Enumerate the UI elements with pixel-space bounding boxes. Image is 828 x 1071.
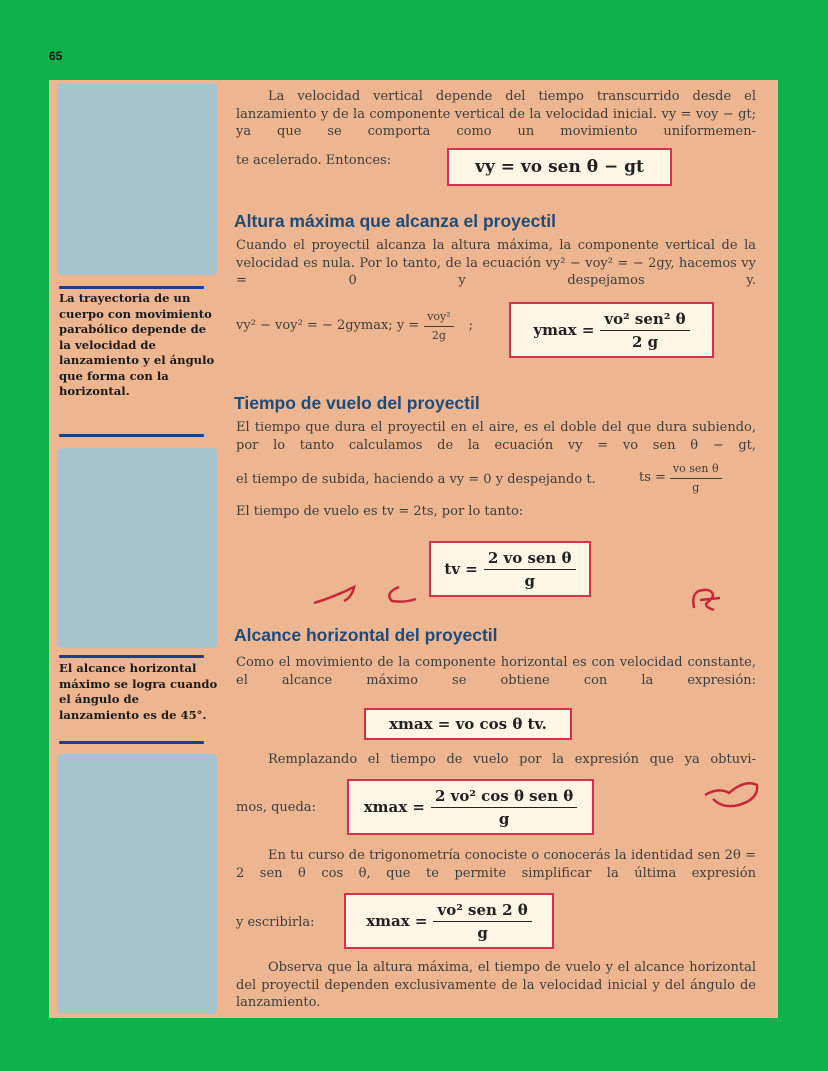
xmax-formula-2-lhs: xmax = (363, 798, 425, 816)
sidebar-note-range: El alcance horizontal máximo se logra cuando el ángulo de lanzamiento es de 45°. (59, 661, 218, 722)
altura-eq-numerator: voy² (424, 308, 453, 327)
ymax-formula-lhs: ymax = (533, 321, 595, 339)
alcance-paragraph-3: En tu curso de trigonometría conociste o conocerás la identidad sen 2θ = 2 sen θ cos θ, que te permite simplificar la última expresión (236, 848, 756, 881)
sidebar-rule (59, 655, 204, 658)
sidebar-image-3 (57, 754, 217, 1014)
ymax-formula-box (509, 302, 714, 358)
velocity-formula: vy = vo sen θ − gt (475, 157, 644, 177)
xmax-formula-3-denominator: g (477, 923, 488, 942)
tv-formula-fraction (484, 549, 576, 590)
tv-formula-denominator: g (524, 571, 535, 590)
ink-scribble-3 (699, 775, 769, 815)
heading-altura-maxima: Altura máxima que alcanza el proyectil (234, 211, 556, 231)
velocity-formula-box (447, 148, 672, 186)
ts-lhs: ts = (639, 470, 666, 486)
ts-equation (639, 460, 722, 496)
xmax-formula-3-lhs: xmax = (366, 912, 428, 930)
alcance-lead-2: mos, queda: (236, 800, 316, 815)
sidebar-note-trajectory: La trayectoria de un cuerpo con movimiento parabólico depende de la velocidad de lanzamiento y el ángulo que forma con la horizontal. (59, 291, 215, 398)
xmax-formula-3-numerator: vo² sen 2 θ (433, 901, 531, 922)
xmax-formula-1: xmax = vo cos θ tv. (389, 715, 547, 733)
alcance-lead-3: y escribirla: (236, 915, 315, 930)
altura-eq-denominator: 2g (431, 328, 446, 342)
page-number: 65 (49, 49, 63, 63)
xmax-formula-box-3 (344, 893, 554, 949)
tv-formula-box (429, 541, 591, 597)
ymax-formula-numerator: vo² sen² θ (600, 310, 689, 331)
tiempo-line-2: el tiempo de subida, haciendo a vy = 0 y despejando t. (236, 472, 596, 487)
sidebar-rule (59, 434, 204, 437)
xmax-formula-2-denominator: g (498, 809, 510, 828)
altura-equation (236, 308, 473, 344)
ink-scribble-2 (684, 580, 729, 620)
sidebar-rule (59, 286, 204, 289)
ts-numerator: vo sen θ (670, 460, 722, 479)
tv-formula-numerator: 2 vo sen θ (484, 549, 576, 570)
xmax-formula-box-1 (364, 708, 572, 740)
alcance-paragraph-2: Remplazando el tiempo de vuelo por la expresión que ya obtuvi- (268, 752, 756, 767)
altura-paragraph: Cuando el proyectil alcanza la altura máxima, la componente vertical de la velocidad es nula. Por lo tanto, de la ecuación vy² − voy² = − 2gy, hacemos vy = 0 y despejamos y. (236, 238, 756, 288)
altura-eq-fraction (424, 308, 453, 344)
sidebar-rule (59, 741, 204, 744)
textbook-page (49, 80, 778, 1018)
ymax-formula-denominator: 2 g (631, 332, 659, 351)
ts-denominator: g (692, 480, 700, 494)
ts-fraction (670, 460, 722, 496)
xmax-formula-3-fraction (433, 901, 531, 942)
altura-eq-separator: ; (468, 318, 474, 334)
sidebar-image-2 (57, 448, 217, 648)
xmax-formula-2-numerator: 2 vo² cos θ sen θ (431, 787, 577, 808)
intro-lead: te acelerado. Entonces: (236, 153, 392, 168)
tiempo-line-3: El tiempo de vuelo es tv = 2ts, por lo tanto: (236, 504, 524, 519)
xmax-formula-2-fraction (431, 787, 577, 828)
conclusion-paragraph: Observa que la altura máxima, el tiempo de vuelo y el alcance horizontal del proyectil dependen exclusivamente de la velocidad inicial y del ángulo de lanzamiento. (236, 960, 756, 1010)
ink-scribble-1 (304, 575, 424, 615)
ymax-formula-fraction (600, 310, 689, 351)
sidebar-image-1 (57, 83, 217, 275)
heading-tiempo-vuelo: Tiempo de vuelo del proyectil (234, 393, 480, 413)
tiempo-paragraph: El tiempo que dura el proyectil en el aire, es el doble del que dura subiendo, por lo tanto calculamos de la ecuación vy = vo sen θ − gt, (236, 420, 756, 453)
xmax-formula-box-2 (347, 779, 594, 835)
heading-alcance-horizontal: Alcance horizontal del proyectil (234, 625, 498, 645)
tv-formula-lhs: tv = (444, 560, 478, 578)
altura-eq-left: vy² − voy² = − 2gymax; y = (236, 318, 420, 334)
alcance-paragraph: Como el movimiento de la componente horizontal es con velocidad constante, el alcance máximo se obtiene con la expresión: (236, 655, 756, 688)
intro-paragraph: La velocidad vertical depende del tiempo transcurrido desde el lanzamiento y de la componente vertical de la velocidad inicial. vy = voy − gt; ya que se comporta como un movimiento uniformemen- (236, 89, 756, 139)
